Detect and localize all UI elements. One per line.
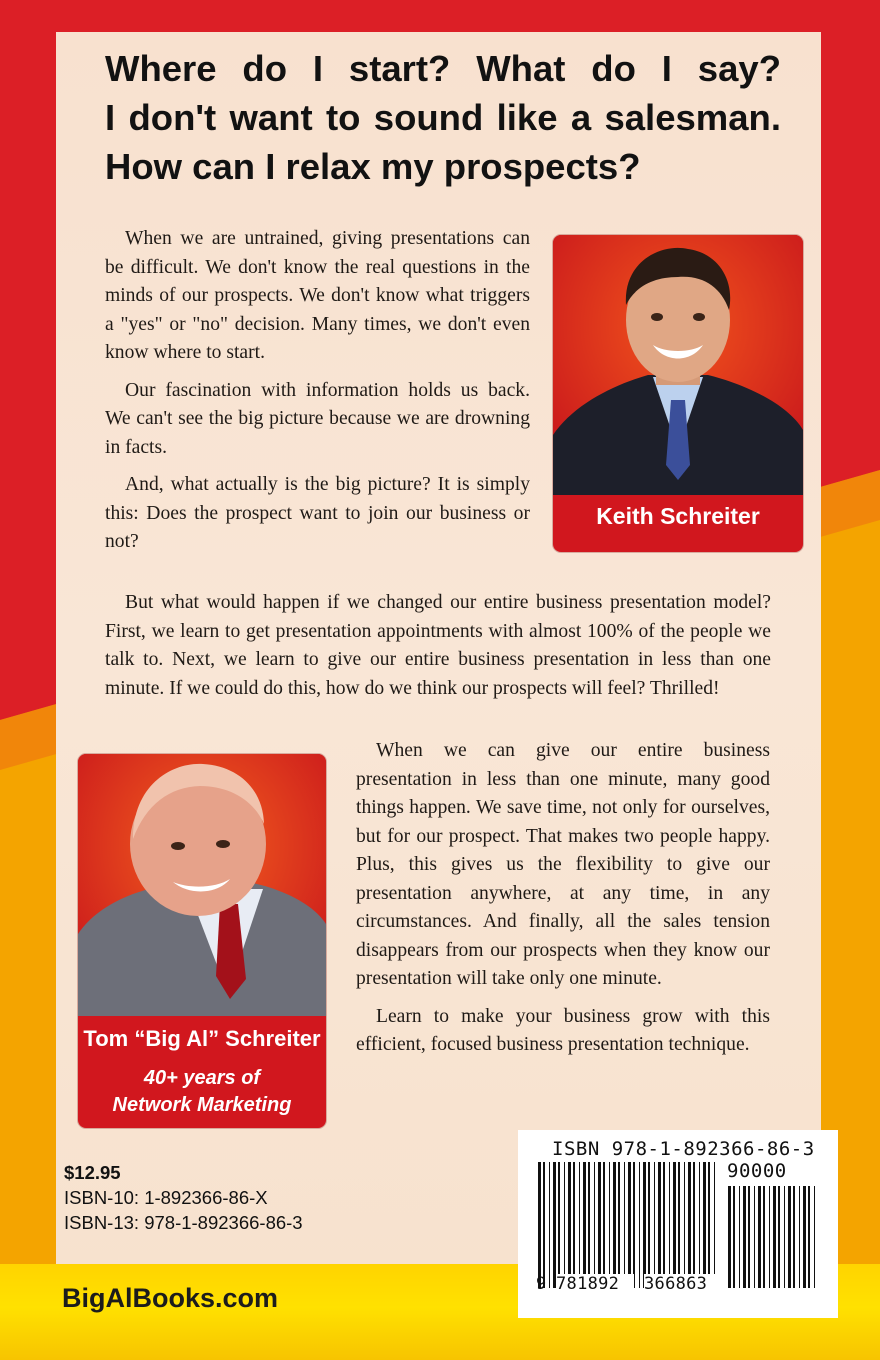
middle-text [105, 589, 771, 712]
barcode-bar [538, 1162, 541, 1288]
paragraph-6: Learn to make your business grow with this efficient, focused business presentation technique. [356, 1005, 770, 1055]
headline-line-1: Where do I start? What do I say? [105, 48, 781, 89]
tom-tagline-line-2: Network Marketing [112, 1094, 292, 1116]
paragraph-2: Our fascination with information holds us back. We can't see the big picture because we are drowning in facts. [105, 379, 530, 458]
tom-portrait [78, 754, 326, 1016]
tom-author-card [78, 754, 326, 1128]
barcode-bar [699, 1162, 700, 1288]
isbn-10: ISBN-10: 1-892366-86-X [64, 1187, 268, 1208]
barcode-bar [814, 1186, 815, 1288]
barcode-isbn-label: ISBN 978-1-892366-86-3 [552, 1138, 815, 1160]
barcode-bar [803, 1186, 806, 1288]
barcode-bar [688, 1162, 691, 1288]
tom-name-caption: Tom “Big Al” Schreiter [83, 1026, 321, 1051]
barcode-bar [603, 1162, 605, 1288]
barcode-bar [784, 1186, 785, 1288]
barcode-bar [549, 1162, 550, 1288]
barcode-bar [628, 1162, 631, 1288]
barcode-bar [663, 1162, 665, 1288]
barcode-bar [609, 1162, 610, 1288]
keith-author-card [553, 235, 803, 552]
barcode-bar [573, 1162, 575, 1288]
barcode-bar [758, 1186, 761, 1288]
barcode-bar [793, 1186, 795, 1288]
barcode-bar [654, 1162, 655, 1288]
tom-tagline-line-1: 40+ years of [143, 1067, 261, 1089]
barcode-bar [648, 1162, 650, 1288]
paragraph-4: But what would happen if we changed our entire business presentation model? First, we learn to get presentation appointments with almost 100% of the people we talk to. Next, we learn to give our entire business presentation in less than one minute. If we could do this, how do we think our prospects will feel? Thrilled! [105, 592, 771, 699]
barcode-bar [808, 1186, 810, 1288]
barcode-bar [553, 1162, 556, 1288]
barcode-bar [558, 1162, 560, 1288]
barcode-bar [633, 1162, 635, 1288]
barcode-bar [673, 1162, 676, 1288]
headline-line-2: I don't want to sound like a salesman. [105, 97, 781, 138]
barcode-bar [643, 1162, 646, 1288]
barcode-bar [693, 1162, 695, 1288]
barcode-bar [579, 1162, 580, 1288]
barcode-bar [763, 1186, 765, 1288]
intro-text [105, 225, 530, 566]
barcode-bar [739, 1186, 740, 1288]
barcode-bar [703, 1162, 706, 1288]
barcode-bar [708, 1162, 710, 1288]
barcode-bar [684, 1162, 685, 1288]
barcode-bar [754, 1186, 755, 1288]
paragraph-1: When we are untrained, giving presentations can be difficult. We don't know the real questions in the minds of our prospects. We don't know what triggers a "yes" or "no" decision. Many times, we don't even know where to start. [105, 228, 530, 363]
barcode-bar [583, 1162, 586, 1288]
ean-first-digit: 9 [536, 1274, 547, 1294]
barcode-bar [788, 1186, 791, 1288]
website-url: BigAlBooks.com [62, 1283, 279, 1313]
barcode-bar [658, 1162, 661, 1288]
keith-portrait [553, 235, 803, 495]
headline-line-3: How can I relax my prospects? [105, 146, 641, 187]
isbn-13: ISBN-13: 978-1-892366-86-3 [64, 1212, 303, 1233]
barcode-bar [613, 1162, 616, 1288]
barcode-bar [778, 1186, 780, 1288]
barcode-bar [733, 1186, 735, 1288]
barcode-bar [543, 1162, 545, 1288]
barcode-bar [598, 1162, 601, 1288]
barcode-bar [748, 1186, 750, 1288]
paragraph-5: When we can give our entire business presentation in less than one minute, many good things happen. We save time, not only for ourselves, but for our prospect. That makes two people happy. Plus, this gives us the flexibility to give our presentation anywhere, at any time, in any circumstances. And finally, all the sales tension disappears from our prospects when they know our presentation will take only one minute. [356, 740, 770, 989]
barcode-bar [564, 1162, 565, 1288]
barcode-bar [714, 1162, 715, 1288]
barcode-bar [799, 1186, 800, 1288]
barcode-bar [639, 1162, 640, 1288]
barcode-price-code: 90000 [727, 1160, 787, 1182]
barcode-bar [769, 1186, 770, 1288]
ean-right-digits: 366863 [644, 1274, 722, 1294]
price-isbn-block [64, 1160, 303, 1235]
barcode-bar [618, 1162, 620, 1288]
barcode-bar [669, 1162, 670, 1288]
price: $12.95 [64, 1162, 121, 1183]
barcode-bar [594, 1162, 595, 1288]
barcode-bar [678, 1162, 680, 1288]
barcode-bar [773, 1186, 776, 1288]
closing-text [356, 737, 770, 1069]
ean-left-digits: 781892 [556, 1274, 634, 1294]
barcode-bar [624, 1162, 625, 1288]
headline [105, 44, 781, 191]
barcode-bar [588, 1162, 590, 1288]
paragraph-3: And, what actually is the big picture? It is simply this: Does the prospect want to join our business or not? [105, 474, 530, 552]
barcode-bar [568, 1162, 571, 1288]
barcode-bar [728, 1186, 731, 1288]
keith-name-caption: Keith Schreiter [596, 503, 760, 529]
barcode-bar [743, 1186, 746, 1288]
